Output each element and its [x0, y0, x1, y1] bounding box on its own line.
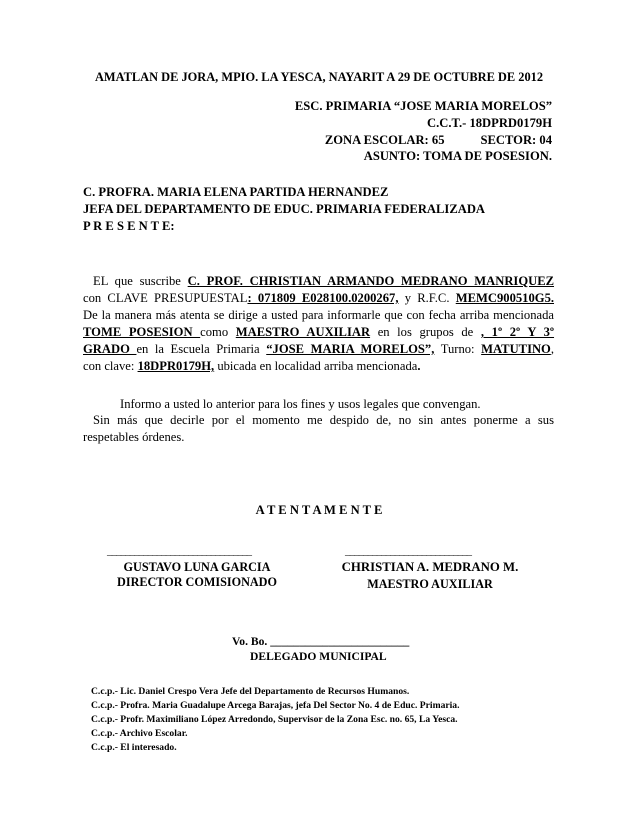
body-line-5: GRADO en la Escuela Primaria “JOSE MARIA MORELOS”, Turno: MATUTINO,	[83, 342, 555, 356]
teacher-name: CHRISTIAN A. MEDRANO M.	[341, 560, 519, 574]
sector: SECTOR: 04	[480, 133, 552, 147]
director-title: DIRECTOR COMISIONADO	[117, 575, 277, 589]
subject-line: ASUNTO: TOMA DE POSESION.	[363, 149, 552, 163]
delegado-municipal: DELEGADO MUNICIPAL	[250, 650, 387, 663]
signature-line-left: ________________________________	[107, 545, 251, 557]
recipient-title: JEFA DEL DEPARTAMENTO DE EDUC. PRIMARIA FEDERALIZADA	[83, 202, 486, 216]
position: MAESTRO AUXILIAR	[235, 325, 371, 339]
date-line: AMATLAN DE JORA, MPIO. LA YESCA, NAYARIT A 29 DE OCTUBRE DE 2012	[94, 70, 544, 84]
school-ref: “JOSE MARIA MORELOS”,	[266, 342, 435, 356]
shift: MATUTINO	[481, 342, 551, 356]
body-line-3: De la manera más atenta se dirige a usted para informarle que con fecha arriba mencionada	[83, 308, 554, 322]
zona-sector	[152, 133, 552, 148]
budget-key: : 071809 E028100.0200267,	[247, 291, 399, 305]
body-paragraph-3-line-2: respetables órdenes.	[83, 430, 185, 444]
school-cct: C.C.T.- 18DPRD0179H	[427, 116, 552, 130]
recipient-name: C. PROFRA. MARIA ELENA PARTIDA HERNANDEZ	[83, 185, 389, 199]
presente: P R E S E N T E:	[83, 219, 175, 233]
body-paragraph-3-line-1: Sin más que decirle por el momento me despido de, no sin antes ponerme a sus	[93, 413, 554, 427]
ccp-line: C.c.p.- Profr. Maximiliano López Arredondo, Supervisor de la Zona Esc. no. 65, La Yesca.	[91, 714, 458, 725]
ccp-line: C.c.p.- Archivo Escolar.	[91, 728, 188, 739]
ccp-line: C.c.p.- Lic. Daniel Crespo Vera Jefe del Departamento de Recursos Humanos.	[91, 686, 410, 697]
body-line-4: TOME POSESION como MAESTRO AUXILIAR en los grupos de , 1º 2º Y 3º	[83, 325, 555, 339]
body-line-6: con clave: 18DPR0179H, ubicada en localidad arriba mencionada.	[83, 359, 421, 373]
vobo: Vo. Bo. ________________________	[232, 635, 410, 648]
director-name: GUSTAVO LUNA GARCIA	[123, 560, 271, 574]
body-line-1: EL que suscribe C. PROF. CHRISTIAN ARMANDO MEDRANO MANRIQUEZ	[93, 274, 555, 288]
school-key: 18DPR0179H,	[137, 359, 215, 373]
grades: , 1º 2º Y 3º	[480, 325, 555, 339]
body-paragraph-2: Informo a usted lo anterior para los fines y usos legales que convengan.	[120, 397, 481, 411]
zona-escolar: ZONA ESCOLAR: 65	[324, 133, 445, 147]
body-line-2: con CLAVE PRESUPUESTAL: 071809 E028100.0200267, y R.F.C. MEMC900510G5.	[83, 291, 555, 305]
ccp-line: C.c.p.- El interesado.	[91, 742, 177, 753]
teacher-title: MAESTRO AUXILIAR	[367, 577, 493, 591]
rfc: MEMC900510G5.	[455, 291, 555, 305]
ccp-line: C.c.p.- Profra. Maria Guadalupe Arcega Barajas, jefa Del Sector No. 4 de Educ. Primaria.	[91, 700, 460, 711]
author-name: C. PROF. CHRISTIAN ARMANDO MEDRANO MANRIQUEZ	[187, 274, 555, 288]
signature-line-right: ____________________________	[345, 545, 471, 557]
school-name: ESC. PRIMARIA “JOSE MARIA MORELOS”	[294, 99, 552, 113]
atentamente: A T E N T A M E N T E	[255, 503, 383, 517]
